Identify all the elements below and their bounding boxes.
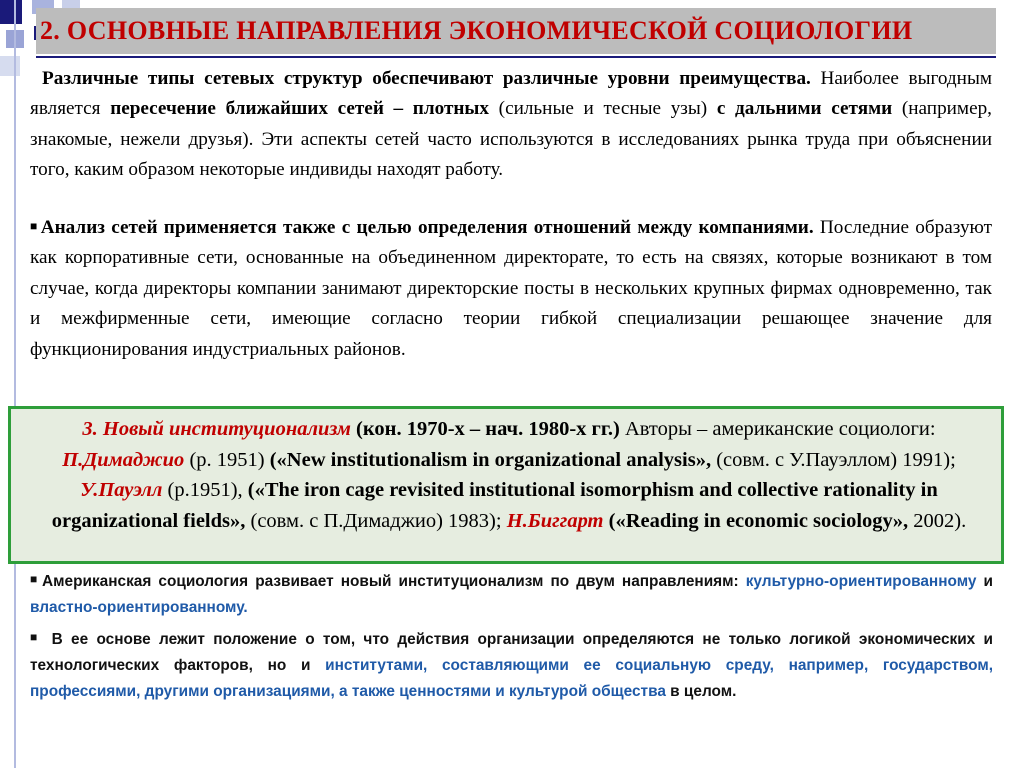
work-title: («The iron cage revisited institutional isomorphism and collective rationality in organizational fields», (51, 479, 938, 532)
bullet-directions (30, 566, 993, 621)
work-title: («New institutionalism in organizational analysis», (269, 448, 712, 471)
bullet-square-icon: ■ (30, 572, 41, 586)
box-period: (кон. 1970-х – нач. 1980-х гг.) (350, 418, 620, 440)
text-blue: институтами, составляющими ее социальную среду, например, государством, профессиями, другими организациями, а также ценностями и культурой общества (30, 657, 993, 700)
paragraph-lead: Различные типы сетевых структур обеспечивают различные уровни преимущества. (42, 68, 811, 89)
bullet-square-icon: ■ (30, 219, 39, 233)
text-run: в целом. (665, 683, 737, 700)
text-run: В ее основе лежит положение о том, что действия организации определяются не только логикой экономических и технологических факторов, но и (30, 631, 994, 674)
decor-square (0, 56, 20, 76)
author-dimaggio: П.Димаджио (62, 448, 185, 471)
slide-title: 2. ОСНОВНЫЕ НАПРАВЛЕНИЯ ЭКОНОМИЧЕСКОЙ СОЦИОЛОГИИ (40, 16, 913, 45)
text-run: Наиболее выгодным является (30, 68, 992, 120)
text-run: (р.1951), (162, 479, 248, 502)
title-underline (36, 56, 996, 58)
text-run: Последние образуют как корпоративные сети, основанные на объединенном директорате, то есть на связях, которые возникают в том случае, когда директоры компании занимают директорские посты в нескольких крупных фирмах одновременно, так и межфирменные сети, имеющие согласно теории гибкой специализации решающее значение для функционирования индустриальных районов. (30, 217, 993, 360)
bullet-square-icon: ■ (30, 630, 42, 644)
text-run: Американская социология развивает новый институционализм по двум направлениям: (42, 573, 746, 590)
text-run: (р. 1951) (184, 448, 270, 471)
lower-bullets (30, 566, 993, 705)
text-bold: Анализ сетей применяется также с целью определения отношений между компаниями. (40, 217, 814, 238)
box-heading: 3. Новый институционализм (82, 418, 351, 440)
text-bold: пересечение ближайших сетей – плотных (110, 98, 490, 120)
text-run: (совм. с У.Пауэллом) 1991); (711, 448, 956, 471)
text-run: (совм. с П.Димаджио) 1983); (245, 509, 507, 532)
bullet-foundation (30, 624, 993, 705)
decor-square (0, 0, 22, 24)
author-biggart: Н.Биггарт (506, 509, 604, 532)
text-run: и (976, 573, 993, 590)
text-run: (например, знакомые, нежели друзья). Эти аспекты сетей часто используются в исследованиях рынка труда при объяснении того, каким образом некоторые индивиды находят работу. (30, 98, 992, 181)
text-blue: культурно-ориентированному (745, 573, 977, 590)
paragraph-networks (30, 64, 992, 186)
text-run: (сильные и тесные узы) (489, 98, 717, 120)
text-run: Авторы – американские социологи: (619, 418, 936, 440)
author-powell: У.Пауэлл (80, 479, 163, 502)
text-blue: властно-ориентированному. (30, 599, 248, 616)
text-bold: с дальними сетями (716, 98, 893, 120)
decor-vertical-line (14, 0, 16, 768)
text-run: 2002). (908, 509, 967, 532)
work-title: («Reading in economic sociology», (608, 509, 909, 532)
paragraph-company-networks (30, 211, 992, 365)
institutionalism-text (30, 414, 988, 536)
